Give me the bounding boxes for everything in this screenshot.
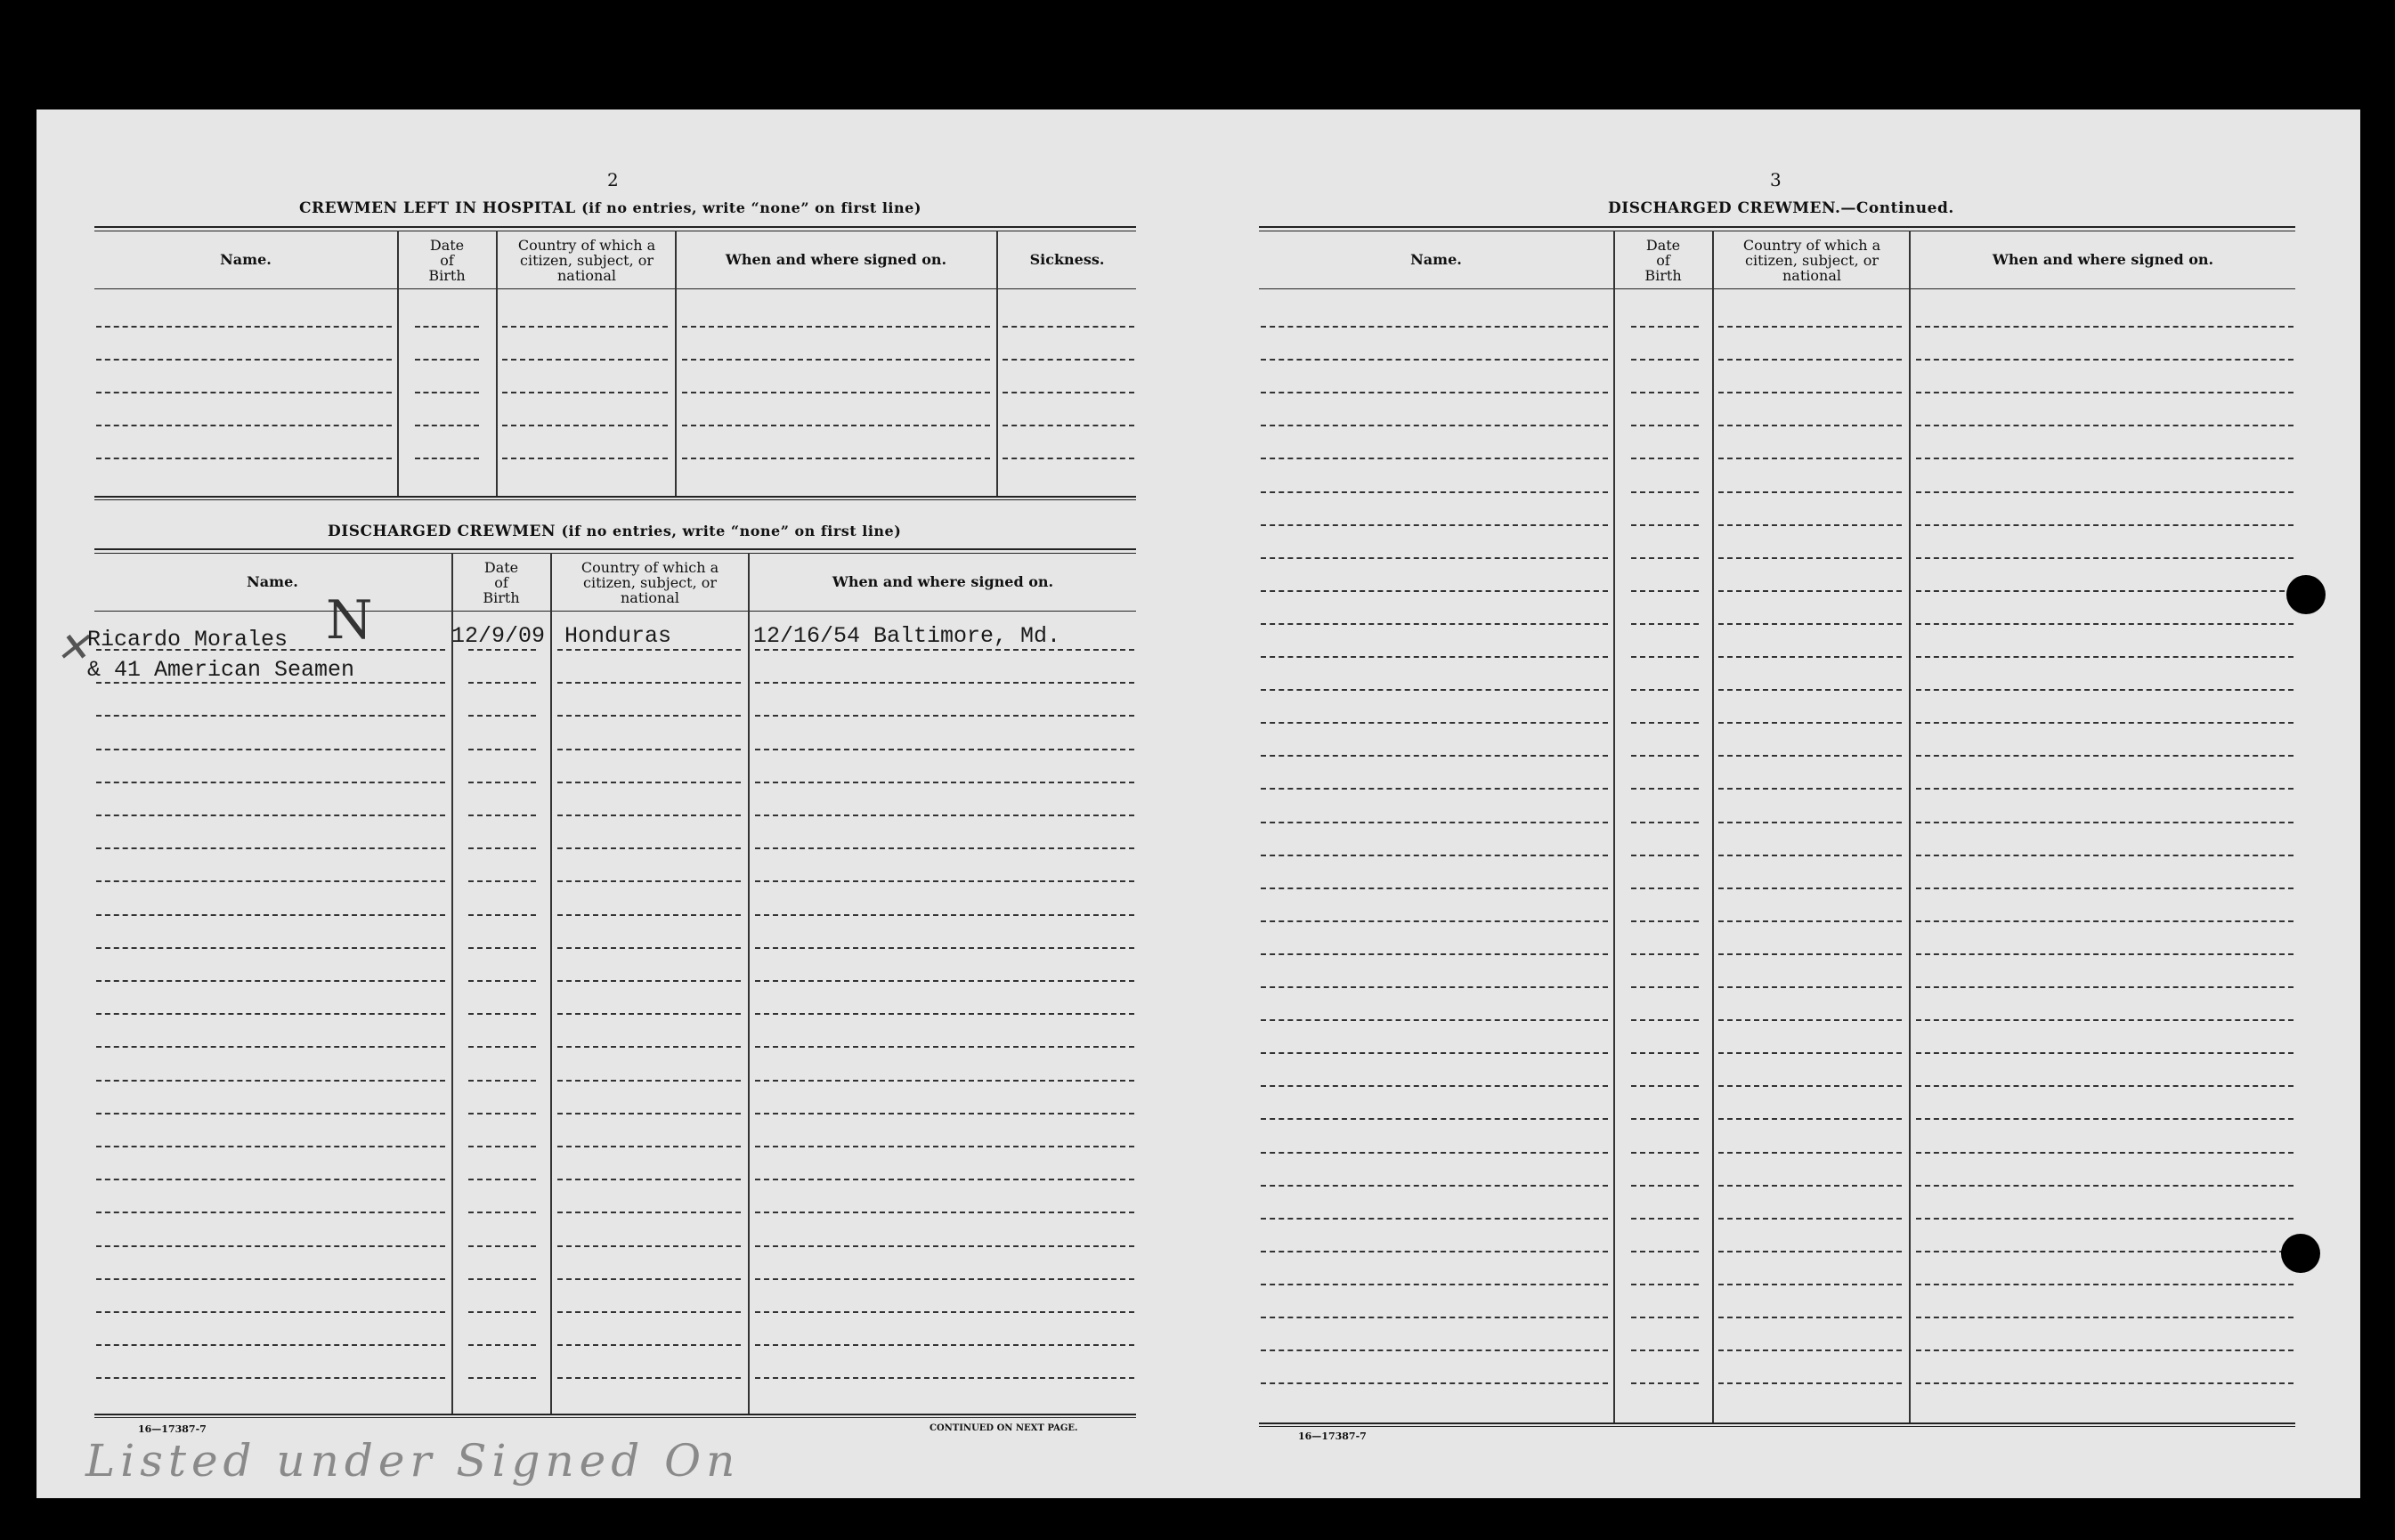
ruled-line	[1916, 656, 2294, 658]
ruled-line	[1631, 392, 1699, 393]
ruled-line	[1631, 986, 1699, 988]
ruled-line	[468, 1311, 536, 1313]
ruled-line	[557, 815, 741, 816]
ruled-line	[755, 649, 1134, 651]
ruled-line	[1718, 1019, 1902, 1021]
ruled-line	[557, 1013, 741, 1015]
ruled-line	[468, 715, 536, 717]
entry-country: Honduras	[564, 623, 672, 649]
ruled-line	[1916, 986, 2294, 988]
ruled-line	[468, 980, 536, 982]
ruled-line	[1916, 1350, 2294, 1351]
ruled-line	[415, 359, 479, 361]
ruled-line	[755, 815, 1134, 816]
ruled-line	[1261, 491, 1608, 493]
discharged-section-title	[328, 523, 901, 540]
ruled-line	[1916, 359, 2294, 361]
ruled-line	[557, 947, 741, 949]
ruled-line	[1631, 822, 1699, 823]
ruled-line	[557, 1179, 741, 1180]
page-number-left: 2	[607, 169, 619, 190]
ruled-line	[1261, 656, 1608, 658]
ruled-line	[96, 458, 392, 459]
ruled-line	[1631, 888, 1699, 889]
ruled-line	[1718, 656, 1902, 658]
right-col-dob: Date of Birth	[1644, 237, 1682, 284]
ruled-line	[1631, 1218, 1699, 1220]
ruled-line	[96, 1311, 445, 1313]
ruled-line	[468, 947, 536, 949]
ruled-line	[1718, 855, 1902, 856]
ruled-line	[1916, 623, 2294, 625]
ruled-line	[755, 947, 1134, 949]
ruled-line	[1261, 986, 1608, 988]
hospital-col-dob: Date of Birth	[428, 237, 466, 284]
ruled-line	[1631, 689, 1699, 691]
ruled-line	[96, 914, 445, 916]
ruled-line	[557, 1212, 741, 1213]
ruled-line	[1718, 1317, 1902, 1318]
ruled-line	[1718, 1350, 1902, 1351]
ruled-line	[1261, 326, 1608, 328]
ruled-line	[1916, 888, 2294, 889]
ruled-line	[502, 425, 668, 426]
ruled-line	[96, 1179, 445, 1180]
ruled-line	[1718, 458, 1902, 459]
discharged-col-name: Name.	[247, 573, 298, 590]
ruled-line	[1631, 458, 1699, 459]
ruled-line	[96, 749, 445, 750]
ruled-line	[1718, 722, 1902, 724]
check-mark-icon: ✕	[55, 623, 90, 671]
ruled-line	[1631, 1350, 1699, 1351]
ruled-line	[1718, 425, 1902, 426]
ruled-line	[468, 1013, 536, 1015]
ruled-line	[1916, 326, 2294, 328]
ruled-line	[96, 1080, 445, 1082]
ruled-line	[1916, 590, 2294, 592]
ruled-line	[468, 1377, 536, 1379]
ruled-line	[96, 782, 445, 783]
ruled-line	[1916, 557, 2294, 559]
ruled-line	[96, 1046, 445, 1048]
ruled-line	[468, 682, 536, 684]
ruled-line	[1916, 1019, 2294, 1021]
ruled-line	[1631, 755, 1699, 757]
ruled-line	[468, 1046, 536, 1048]
ruled-line	[1916, 788, 2294, 790]
ruled-line	[1631, 425, 1699, 426]
ruled-line	[96, 1377, 445, 1379]
ruled-line	[1631, 1052, 1699, 1054]
ruled-line	[1718, 888, 1902, 889]
ruled-line	[1631, 855, 1699, 856]
ruled-line	[755, 980, 1134, 982]
ruled-line	[557, 1311, 741, 1313]
form-number-right: 16—17387-7	[1298, 1431, 1367, 1442]
ruled-line	[755, 782, 1134, 783]
ruled-line	[468, 880, 536, 882]
ruled-line	[1718, 1382, 1902, 1384]
ruled-line	[502, 392, 668, 393]
hospital-col-signed: When and where signed on.	[725, 251, 947, 268]
ruled-line	[1718, 755, 1902, 757]
punch-hole-icon	[2286, 575, 2326, 614]
ruled-line	[755, 1046, 1134, 1048]
ruled-line	[1718, 524, 1902, 526]
ruled-line	[1916, 722, 2294, 724]
ruled-line	[1916, 1118, 2294, 1120]
ruled-line	[1718, 392, 1902, 393]
right-section-title: DISCHARGED CREWMEN.—Continued.	[1608, 199, 1954, 217]
hospital-section-title	[299, 199, 921, 217]
ruled-line	[557, 1146, 741, 1147]
ruled-line	[96, 847, 445, 849]
ruled-line	[1261, 1317, 1608, 1318]
ruled-line	[1261, 722, 1608, 724]
ruled-line	[1631, 326, 1699, 328]
ruled-line	[557, 649, 741, 651]
ruled-line	[1916, 689, 2294, 691]
ruled-line	[1261, 1019, 1608, 1021]
ruled-line	[1631, 1251, 1699, 1252]
ruled-line	[682, 458, 990, 459]
ruled-line	[1003, 425, 1134, 426]
ruled-line	[1718, 1185, 1902, 1187]
ruled-line	[557, 749, 741, 750]
ruled-line	[682, 326, 990, 328]
ruled-line	[1261, 1382, 1608, 1384]
ruled-line	[755, 1311, 1134, 1313]
ruled-line	[96, 1245, 445, 1247]
ruled-line	[1718, 1152, 1902, 1154]
ruled-line	[1261, 822, 1608, 823]
ruled-line	[1916, 458, 2294, 459]
ruled-line	[755, 1013, 1134, 1015]
ruled-line	[557, 682, 741, 684]
ruled-line	[755, 682, 1134, 684]
ruled-line	[96, 947, 445, 949]
ruled-line	[1916, 920, 2294, 922]
hospital-col-name: Name.	[220, 251, 272, 268]
ruled-line	[468, 1146, 536, 1147]
ruled-line	[96, 1013, 445, 1015]
ruled-line	[1003, 458, 1134, 459]
ruled-line	[1631, 920, 1699, 922]
ruled-line	[557, 1080, 741, 1082]
ruled-line	[468, 1245, 536, 1247]
ruled-line	[1916, 1218, 2294, 1220]
ruled-line	[468, 782, 536, 783]
ruled-line	[1261, 590, 1608, 592]
ruled-line	[1631, 590, 1699, 592]
ruled-line	[1631, 524, 1699, 526]
ruled-line	[1261, 623, 1608, 625]
ruled-line	[96, 425, 392, 426]
ruled-line	[468, 1212, 536, 1213]
ruled-line	[415, 326, 479, 328]
ruled-line	[468, 847, 536, 849]
ruled-line	[755, 1113, 1134, 1114]
form-number-left: 16—17387-7	[138, 1423, 207, 1435]
ruled-line	[557, 715, 741, 717]
ruled-line	[1916, 1152, 2294, 1154]
ruled-line	[557, 1344, 741, 1346]
ruled-line	[96, 1344, 445, 1346]
ruled-line	[1631, 359, 1699, 361]
ruled-line	[1261, 953, 1608, 955]
ruled-line	[1718, 359, 1902, 361]
ruled-line	[1261, 557, 1608, 559]
ruled-line	[557, 847, 741, 849]
ruled-line	[502, 458, 668, 459]
ruled-line	[1631, 623, 1699, 625]
ruled-line	[415, 425, 479, 426]
ruled-line	[1718, 1218, 1902, 1220]
discharged-col-country: Country of which a citizen, subject, or national	[580, 559, 719, 606]
right-col-signed: When and where signed on.	[1992, 251, 2214, 268]
ruled-line	[1916, 1085, 2294, 1087]
ruled-line	[557, 880, 741, 882]
ruled-line	[1718, 590, 1902, 592]
ruled-line	[1718, 557, 1902, 559]
ruled-line	[1003, 326, 1134, 328]
ruled-line	[1718, 920, 1902, 922]
ruled-line	[1718, 1284, 1902, 1285]
ruled-line	[755, 1377, 1134, 1379]
ruled-line	[1916, 953, 2294, 955]
discharged-col-dob: Date of Birth	[483, 559, 520, 606]
ruled-line	[1261, 1185, 1608, 1187]
ruled-line	[468, 914, 536, 916]
ruled-line	[468, 1179, 536, 1180]
ruled-line	[1261, 1052, 1608, 1054]
ruled-line	[755, 1179, 1134, 1180]
ruled-line	[1718, 822, 1902, 823]
ruled-line	[682, 425, 990, 426]
ruled-line	[1631, 1085, 1699, 1087]
ruled-line	[1261, 1152, 1608, 1154]
ruled-line	[1631, 1118, 1699, 1120]
ruled-line	[468, 649, 536, 651]
ruled-line	[1631, 1185, 1699, 1187]
ruled-line	[557, 1377, 741, 1379]
ruled-line	[1718, 326, 1902, 328]
hospital-instruction: (if no entries, write “none” on first line)	[581, 199, 921, 216]
ruled-line	[1261, 855, 1608, 856]
ruled-line	[1631, 1019, 1699, 1021]
ruled-line	[1916, 1382, 2294, 1384]
ruled-line	[755, 880, 1134, 882]
ruled-line	[96, 1113, 445, 1114]
ruled-line	[755, 1146, 1134, 1147]
ruled-line	[1261, 788, 1608, 790]
document-paper	[37, 109, 2360, 1498]
ruled-line	[557, 914, 741, 916]
page-number-right: 3	[1770, 169, 1782, 190]
ruled-line	[1916, 1284, 2294, 1285]
ruled-line	[755, 1344, 1134, 1346]
ruled-line	[1916, 1052, 2294, 1054]
ruled-line	[1718, 491, 1902, 493]
punch-hole-icon	[2281, 1234, 2320, 1273]
ruled-line	[1631, 557, 1699, 559]
ruled-line	[468, 1344, 536, 1346]
ruled-line	[557, 1245, 741, 1247]
ruled-line	[1261, 1118, 1608, 1120]
ruled-line	[1631, 491, 1699, 493]
ruled-line	[96, 715, 445, 717]
ruled-line	[1718, 689, 1902, 691]
ruled-line	[755, 1245, 1134, 1247]
ruled-line	[1631, 1284, 1699, 1285]
ruled-line	[755, 749, 1134, 750]
ruled-line	[96, 1278, 445, 1280]
ruled-line	[755, 847, 1134, 849]
ruled-line	[1261, 1085, 1608, 1087]
ruled-line	[682, 392, 990, 393]
ruled-line	[1261, 1218, 1608, 1220]
ruled-line	[1003, 392, 1134, 393]
ruled-line	[96, 359, 392, 361]
ruled-line	[1631, 722, 1699, 724]
ruled-line	[1261, 458, 1608, 459]
ruled-line	[1718, 623, 1902, 625]
handwritten-note: Listed under Signed On	[85, 1435, 741, 1487]
entry-mark: N	[326, 589, 373, 652]
ruled-line	[1718, 986, 1902, 988]
ruled-line	[1718, 953, 1902, 955]
ruled-line	[468, 1113, 536, 1114]
ruled-line	[415, 458, 479, 459]
ruled-line	[755, 914, 1134, 916]
ruled-line	[1261, 392, 1608, 393]
ruled-line	[415, 392, 479, 393]
ruled-line	[1916, 1251, 2294, 1252]
ruled-line	[1916, 1185, 2294, 1187]
ruled-line	[96, 980, 445, 982]
ruled-line	[1631, 1382, 1699, 1384]
ruled-line	[755, 715, 1134, 717]
ruled-line	[1718, 1251, 1902, 1252]
entry-name: Ricardo Morales	[87, 627, 288, 652]
entry-name-2: & 41 American Seamen	[87, 657, 355, 683]
ruled-line	[1718, 1085, 1902, 1087]
discharged-col-signed: When and where signed on.	[832, 573, 1054, 590]
ruled-line	[1916, 1317, 2294, 1318]
ruled-line	[502, 326, 668, 328]
ruled-line	[1261, 359, 1608, 361]
continued-note: CONTINUED ON NEXT PAGE.	[930, 1423, 1078, 1433]
discharged-instruction: (if no entries, write “none” on first line)	[561, 523, 902, 539]
hospital-col-country: Country of which a citizen, subject, or national	[517, 237, 656, 284]
ruled-line	[1631, 953, 1699, 955]
ruled-line	[1631, 656, 1699, 658]
ruled-line	[755, 1278, 1134, 1280]
ruled-line	[1631, 1317, 1699, 1318]
ruled-line	[1916, 425, 2294, 426]
ruled-line	[468, 1278, 536, 1280]
ruled-line	[557, 1278, 741, 1280]
ruled-line	[1261, 425, 1608, 426]
ruled-line	[1916, 755, 2294, 757]
ruled-line	[468, 1080, 536, 1082]
ruled-line	[1261, 888, 1608, 889]
ruled-line	[1261, 755, 1608, 757]
ruled-line	[96, 392, 392, 393]
ruled-line	[1916, 855, 2294, 856]
ruled-line	[557, 1113, 741, 1114]
ruled-line	[1718, 1118, 1902, 1120]
ruled-line	[1261, 689, 1608, 691]
ruled-line	[557, 782, 741, 783]
ruled-line	[1916, 524, 2294, 526]
ruled-line	[96, 326, 392, 328]
ruled-line	[682, 359, 990, 361]
hospital-col-sickness: Sickness.	[1029, 251, 1105, 268]
ruled-line	[1261, 524, 1608, 526]
ruled-line	[1261, 920, 1608, 922]
ruled-line	[755, 1212, 1134, 1213]
ruled-line	[557, 980, 741, 982]
ruled-line	[468, 815, 536, 816]
ruled-line	[96, 815, 445, 816]
ruled-line	[1718, 1052, 1902, 1054]
ruled-line	[1916, 822, 2294, 823]
hospital-title-text: CREWMEN LEFT IN HOSPITAL	[299, 199, 576, 217]
discharged-title-text: DISCHARGED CREWMEN	[328, 523, 556, 540]
entry-signed-on: 12/16/54 Baltimore, Md.	[753, 623, 1061, 649]
ruled-line	[1631, 1152, 1699, 1154]
ruled-line	[502, 359, 668, 361]
ruled-line	[1261, 1251, 1608, 1252]
ruled-line	[1916, 491, 2294, 493]
ruled-line	[468, 749, 536, 750]
ruled-line	[1718, 788, 1902, 790]
ruled-line	[96, 880, 445, 882]
ruled-line	[1631, 788, 1699, 790]
right-col-name: Name.	[1410, 251, 1462, 268]
ruled-line	[1916, 392, 2294, 393]
ruled-line	[1261, 1284, 1608, 1285]
ruled-line	[1003, 359, 1134, 361]
ruled-line	[96, 1146, 445, 1147]
right-col-country: Country of which a citizen, subject, or national	[1742, 237, 1881, 284]
ruled-line	[755, 1080, 1134, 1082]
ruled-line	[1261, 1350, 1608, 1351]
ruled-line	[557, 1046, 741, 1048]
ruled-line	[96, 1212, 445, 1213]
entry-dob: 12/9/09	[451, 623, 546, 649]
